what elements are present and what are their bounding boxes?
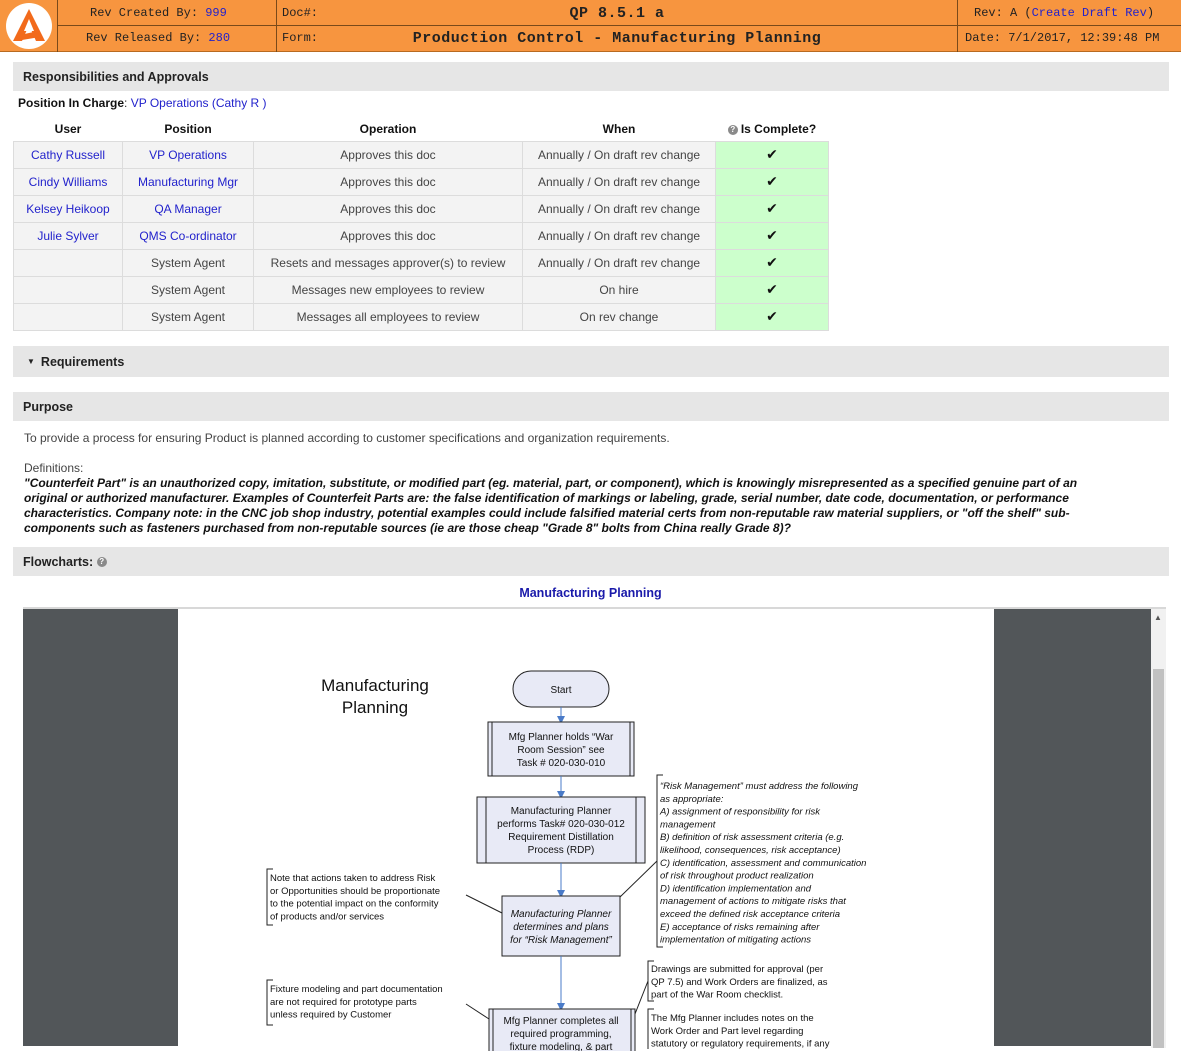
note-drawings: [651, 964, 828, 1001]
approval-user[interactable]: Cindy Williams: [14, 168, 123, 195]
note-rm-line: likelihood, consequences, risk acceptance): [660, 845, 841, 856]
approval-complete-check: ✔: [716, 249, 829, 276]
note-rm-line: E) acceptance of risks remaining after: [660, 921, 820, 933]
step1-line: Task # 020-030-010: [516, 758, 606, 769]
doc-label: Doc#:: [282, 6, 319, 20]
col-is-complete: ? Is Complete?: [716, 117, 829, 141]
approval-when: On rev change: [523, 303, 716, 330]
note-risk-line: or Opportunities should be proportionate: [270, 885, 441, 897]
approval-operation: Resets and messages approver(s) to review: [254, 249, 523, 276]
approval-complete-check: ✔: [716, 141, 829, 168]
purpose-section-header: Purpose: [13, 392, 1169, 421]
approval-complete-check: ✔: [716, 195, 829, 222]
step2-line: Requirement Distillation: [508, 832, 614, 843]
help-icon[interactable]: ?: [97, 557, 107, 567]
approval-when: On hire: [523, 276, 716, 303]
note-drawings-line: QP 7.5) and Work Orders are finalized, as: [651, 976, 828, 988]
start-label: Start: [550, 685, 572, 696]
approval-operation: Messages new employees to review: [254, 276, 523, 303]
rev-released-link[interactable]: 280: [208, 31, 231, 45]
diagram-title-line2: Planning: [341, 698, 409, 717]
note-rm-line: B) definition of risk assessment criteria (e.g.: [660, 832, 845, 844]
responsibilities-section-header: Responsibilities and Approvals: [13, 62, 1169, 91]
note-risk-proportionate: [270, 873, 440, 922]
definitions-body: "Counterfeit Part" is an unauthorized copy, imitation, substitute, or modified part (eg. material, part, or component), which is knowingly misrepresented as a specified genuine part of an original or authorized manufacturer. Examples of Counterfeit Parts are: the false identification of markings or labeling, grade, serial number, date code, documentation, or performance characteristics. Company note: in the CNC job shop industry, potential examples could include falsified material certs from non-reputable raw material suppliers, or "off the shelf" sub-components such as fasteners purchased from non-reputable sources (ie are those cheap "Grade 8" bolts from China really Grade 8)?: [24, 476, 1078, 535]
date-stamp: Date: 7/1/2017, 12:39:48 PM: [965, 31, 1160, 45]
approval-position: System Agent: [123, 249, 254, 276]
note-rm-line: management of actions to mitigate risks that: [660, 896, 846, 908]
col-when: When: [602, 121, 636, 136]
step-war-room-text: [509, 732, 614, 769]
note-rm-line: “Risk Management” must address the following: [660, 781, 859, 792]
flowchart-diagram: [178, 609, 994, 1051]
step2-line: performs Task# 020-030-012: [497, 819, 625, 830]
scrollbar-thumb[interactable]: [1153, 669, 1164, 1048]
note-rm-line: as appropriate:: [660, 793, 724, 805]
collapse-caret-icon: ▼: [27, 357, 35, 366]
approval-position: System Agent: [123, 303, 254, 330]
pdf-page: [178, 609, 994, 1051]
rev-created-label: Rev Created By:: [90, 6, 199, 20]
step3-line: determines and plans: [513, 922, 609, 933]
position-in-charge-link[interactable]: VP Operations (Cathy R ): [130, 96, 267, 110]
approval-when: Annually / On draft rev change: [523, 195, 716, 222]
note-work-order-notes: [651, 1013, 830, 1050]
form-title: Production Control - Manufacturing Planning: [412, 29, 822, 47]
col-user: User: [54, 121, 82, 136]
approval-position[interactable]: QMS Co-ordinator: [123, 222, 254, 249]
approval-operation: Approves this doc: [254, 141, 523, 168]
note-notes-line: Work Order and Part level regarding: [651, 1025, 804, 1037]
purpose-text: To provide a process for ensuring Product is planned according to customer specifications and organization requirements.: [24, 431, 670, 445]
note-rm-line: A) assignment of responsibility for risk: [660, 806, 820, 818]
doc-number: QP 8.5.1 a: [569, 4, 665, 22]
pdf-scrollbar[interactable]: [1151, 609, 1166, 1048]
approval-row: [14, 195, 829, 222]
step4-line: fixture modeling, & part: [509, 1042, 613, 1051]
approval-user[interactable]: Kelsey Heikoop: [14, 195, 123, 222]
document-header: Rev Created By: 999 Rev Released By: 280 Doc#: Form: QP 8.5.1 a Production Control - Manufacturing Planning Rev: A ( Create Draft Rev ) Date: 7/1/2017, 12:39:48 PM: [0, 0, 1181, 52]
approval-operation: Messages all employees to review: [254, 303, 523, 330]
note-rm-line: management: [660, 819, 716, 831]
step2-line: Manufacturing Planner: [510, 806, 612, 817]
approval-position[interactable]: VP Operations: [123, 141, 254, 168]
step3-line: Manufacturing Planner: [510, 909, 612, 920]
note-fixture-line: unless required by Customer: [270, 1009, 392, 1021]
approval-when: Annually / On draft rev change: [523, 168, 716, 195]
app-logo[interactable]: [0, 0, 58, 52]
note-rm-line: C) identification, assessment and communication: [660, 857, 867, 869]
approval-position[interactable]: Manufacturing Mgr: [123, 168, 254, 195]
requirements-section-header[interactable]: ▼ Requirements: [13, 346, 1169, 377]
approval-when: Annually / On draft rev change: [523, 141, 716, 168]
approval-user[interactable]: Cathy Russell: [14, 141, 123, 168]
approval-user: [14, 249, 123, 276]
definitions-label: Definitions:: [24, 461, 84, 475]
note-risk-line: Note that actions taken to address Risk: [270, 873, 436, 884]
step2-line: Process (RDP): [527, 845, 595, 856]
definitions: [24, 461, 1114, 536]
note-rm-line: exceed the defined risk acceptance criteria: [660, 909, 841, 920]
approval-when: Annually / On draft rev change: [523, 249, 716, 276]
position-in-charge: Position In Charge: VP Operations (Cathy R ): [18, 96, 267, 110]
approval-row: [14, 303, 829, 330]
step1-line: Room Session” see: [517, 745, 605, 756]
scroll-up-icon[interactable]: ▲: [1154, 613, 1162, 622]
note-rm-line: of risk throughout product realization: [660, 870, 814, 882]
step1-line: Mfg Planner holds “War: [508, 732, 614, 743]
rev-released-label: Rev Released By:: [86, 31, 202, 45]
rev-created-link[interactable]: 999: [205, 6, 227, 20]
help-icon[interactable]: ?: [728, 125, 738, 135]
approval-position: System Agent: [123, 276, 254, 303]
approval-user[interactable]: Julie Sylver: [14, 222, 123, 249]
approval-row: [14, 249, 829, 276]
note-notes-line: The Mfg Planner includes notes on the: [651, 1013, 814, 1024]
approval-user: [14, 303, 123, 330]
approval-complete-check: ✔: [716, 276, 829, 303]
approval-operation: Approves this doc: [254, 222, 523, 249]
step-programming-text: [503, 1016, 618, 1051]
approval-row: [14, 168, 829, 195]
flowcharts-section-header: Flowcharts: ?: [13, 547, 1169, 576]
note-fixture-line: Fixture modeling and part documentation: [270, 984, 443, 995]
rev-label: Rev: A (: [974, 6, 1032, 20]
approval-row: [14, 141, 829, 168]
col-operation: Operation: [359, 121, 417, 136]
step3-line: for “Risk Management”: [510, 935, 612, 946]
approval-complete-check: ✔: [716, 168, 829, 195]
note-fixture-modeling: [270, 984, 443, 1021]
note-drawings-line: Drawings are submitted for approval (per: [651, 964, 824, 975]
step-risk-text: [510, 909, 612, 946]
approval-row: [14, 222, 829, 249]
approvals-table: [13, 117, 829, 331]
step4-line: Mfg Planner completes all: [503, 1016, 619, 1027]
approval-complete-check: ✔: [716, 222, 829, 249]
col-position: Position: [164, 121, 212, 136]
approval-user: [14, 276, 123, 303]
approval-operation: Approves this doc: [254, 195, 523, 222]
approval-position[interactable]: QA Manager: [123, 195, 254, 222]
approval-row: [14, 276, 829, 303]
flowchart-link[interactable]: Manufacturing Planning: [519, 586, 662, 600]
logo-icon: [10, 7, 48, 45]
note-notes-line: statutory or regulatory requirements, if any: [651, 1038, 830, 1050]
pdf-viewer[interactable]: [23, 607, 1166, 1051]
step4-line: required programming,: [510, 1029, 612, 1040]
note-risk-management-requirements: [659, 781, 866, 946]
note-risk-line: of products and/or services: [270, 911, 385, 923]
diagram-title-line1: Manufacturing: [321, 676, 429, 695]
note-rm-line: D) identification implementation and: [660, 883, 812, 895]
note-rm-line: implementation of mitigating actions: [660, 934, 812, 946]
note-fixture-line: are not required for prototype parts: [270, 996, 417, 1008]
create-draft-rev-link[interactable]: Create Draft Rev: [1031, 6, 1147, 20]
approval-when: Annually / On draft rev change: [523, 222, 716, 249]
approval-operation: Approves this doc: [254, 168, 523, 195]
form-label: Form:: [282, 31, 319, 45]
note-risk-line: to the potential impact on the conformity: [270, 898, 439, 910]
note-drawings-line: part of the War Room checklist.: [651, 989, 784, 1001]
approval-complete-check: ✔: [716, 303, 829, 330]
